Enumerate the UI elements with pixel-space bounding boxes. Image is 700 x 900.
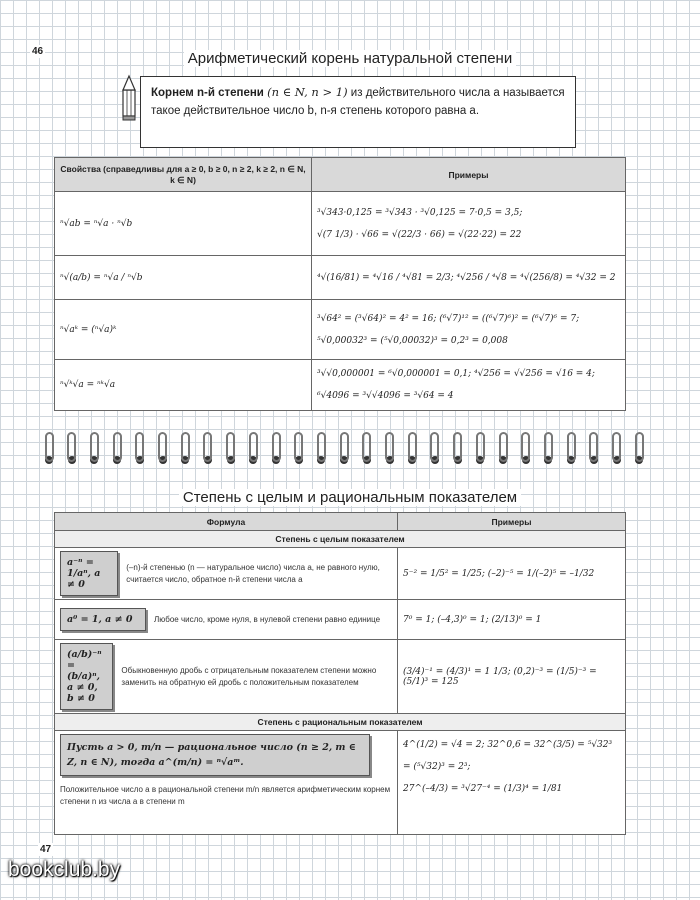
binding-ring [294,432,303,462]
table-row [55,548,626,600]
binding-ring [544,432,553,462]
example-line: √(7 1/3) · √66 = √(22/3 · 66) = √(22·22) = 22 [317,229,522,240]
roots-properties-table [54,157,626,411]
binding-ring [181,432,190,462]
binding-ring [90,432,99,462]
example-line: 4^(1/2) = √4 = 2; 32^0,6 = 32^(3/5) = ⁵√32³ = (⁵√32)³ = 2³; [403,740,613,772]
table-row [55,600,626,640]
example-line: ³√343·0,125 = ³√343 · ³√0,125 = 7·0,5 = 3,5; [317,207,523,218]
table-row [55,360,626,411]
binding-ring [158,432,167,462]
property-cell: ⁿ√(a/b) = ⁿ√a / ⁿ√b [55,256,312,300]
table-row [55,731,626,835]
table-row [55,256,626,300]
example-cell: 5⁻² = 1/5² = 1/25; (–2)⁻⁵ = 1/(–2)⁵ = –1/32 [398,548,626,600]
page-number-top: 46 [32,46,44,57]
property-cell: ⁿ√aᵏ = (ⁿ√a)ᵏ [55,300,312,360]
binding-ring [45,432,54,462]
binding-ring [476,432,485,462]
binding-ring [567,432,576,462]
example-line: ⁶√4096 = ³√√4096 = ³√64 = 4 [317,391,454,401]
example-line: ⁵√0,00032³ = (⁵√0,00032)³ = 0,2³ = 0,008 [317,335,508,346]
pencil-icon [118,72,140,122]
property-cell: ⁿ√ab = ⁿ√a · ⁿ√b [55,192,312,256]
powers-table [54,512,626,835]
binding-ring [249,432,258,462]
rational-formula-box: Пусть a > 0, m/n — рациональное число (n ≥ 2, m ∈ Z, n ∈ N), тогда a^(m/n) = ⁿ√aᵐ. [60,734,370,776]
formula-box: (a/b)⁻ⁿ = (b/a)ⁿ, a ≠ 0, b ≠ 0 [60,643,113,710]
binding-ring [385,432,394,462]
example-cell: (3/4)⁻¹ = (4/3)¹ = 1 1/3; (0,2)⁻³ = (1/5)⁻³ = (5/1)³ = 125 [398,640,626,714]
binding-ring [612,432,621,462]
formula-description: Обыкновенную дробь с отрицательным показателем степени можно заменить на обратную ей дробь с положительным показателем [121,665,377,687]
table-row [55,192,626,256]
binding-ring [521,432,530,462]
example-cell: 7⁰ = 1; (–4,3)⁰ = 1; (2/13)⁰ = 1 [398,600,626,640]
table1-header-examples: Примеры [312,158,626,192]
definition-term: Корнем n-й степени [151,87,264,99]
page-number-bottom: 47 [40,844,52,855]
formula-description: (–n)-й степенью (n — натуральное число) числа a, не равного нулю, считается число, обратное n-й степени числа a [126,562,380,584]
binding-ring [272,432,281,462]
section-title-powers: Степень с целым и рациональным показателем [0,489,700,506]
section-title-roots: Арифметический корень натуральной степени [0,50,700,67]
table2-header-examples: Примеры [398,513,626,531]
binding-ring [589,432,598,462]
property-cell: ⁿ√ᵏ√a = ⁿᵏ√a [55,360,312,411]
definition-condition: (n ∈ N, n > 1) [267,85,348,99]
definition-text: из действительного числа a называется такое действительное число b, n-я степень которого равна a. [151,87,565,117]
binding-ring [453,432,462,462]
table-row [55,300,626,360]
formula-box: a⁰ = 1, a ≠ 0 [60,608,146,631]
rational-description: Положительное число a в рациональной степени m/n является арифметическим корнем степени n из числа a в степени m [60,785,391,806]
example-line: 27^(–4/3) = ³√27⁻⁴ = (1/3)⁴ = 1/81 [403,784,563,794]
subhead-rational: Степень с рациональным показателем [55,714,626,731]
binding-ring [317,432,326,462]
formula-box: a⁻ⁿ = 1/aⁿ, a ≠ 0 [60,551,118,596]
example-line: ³√64² = (³√64)² = 4² = 16; (⁶√7)¹² = ((⁶√7)⁶)² = (⁶√7)⁶ = 7; [317,313,580,324]
binding-ring [430,432,439,462]
binding-ring [340,432,349,462]
definition-box [140,76,576,148]
binding-ring [67,432,76,462]
example-line: ³√√0,000001 = ⁶√0,000001 = 0,1; ⁴√256 = √√256 = √16 = 4; [317,369,595,379]
binding-ring [499,432,508,462]
table2-header-formula: Формула [55,513,398,531]
table-row [55,640,626,714]
binding-ring [135,432,144,462]
table1-header-properties: Свойства (справедливы для a ≥ 0, b ≥ 0, n ≥ 2, k ≥ 2, n ∈ N, k ∈ N) [55,158,312,192]
binding-ring [362,432,371,462]
binding-ring [203,432,212,462]
bookclub-logo: bookclub.by [8,858,121,881]
subhead-integer: Степень с целым показателем [55,531,626,548]
binding-ring [226,432,235,462]
formula-description: Любое число, кроме нуля, в нулевой степени равно единице [154,614,381,624]
binding-ring [113,432,122,462]
binding-ring [635,432,644,462]
example-line: ⁴√(16/81) = ⁴√16 / ⁴√81 = 2/3; ⁴√256 / ⁴√8 = ⁴√(256/8) = ⁴√32 = 2 [317,272,616,283]
binding-ring [408,432,417,462]
